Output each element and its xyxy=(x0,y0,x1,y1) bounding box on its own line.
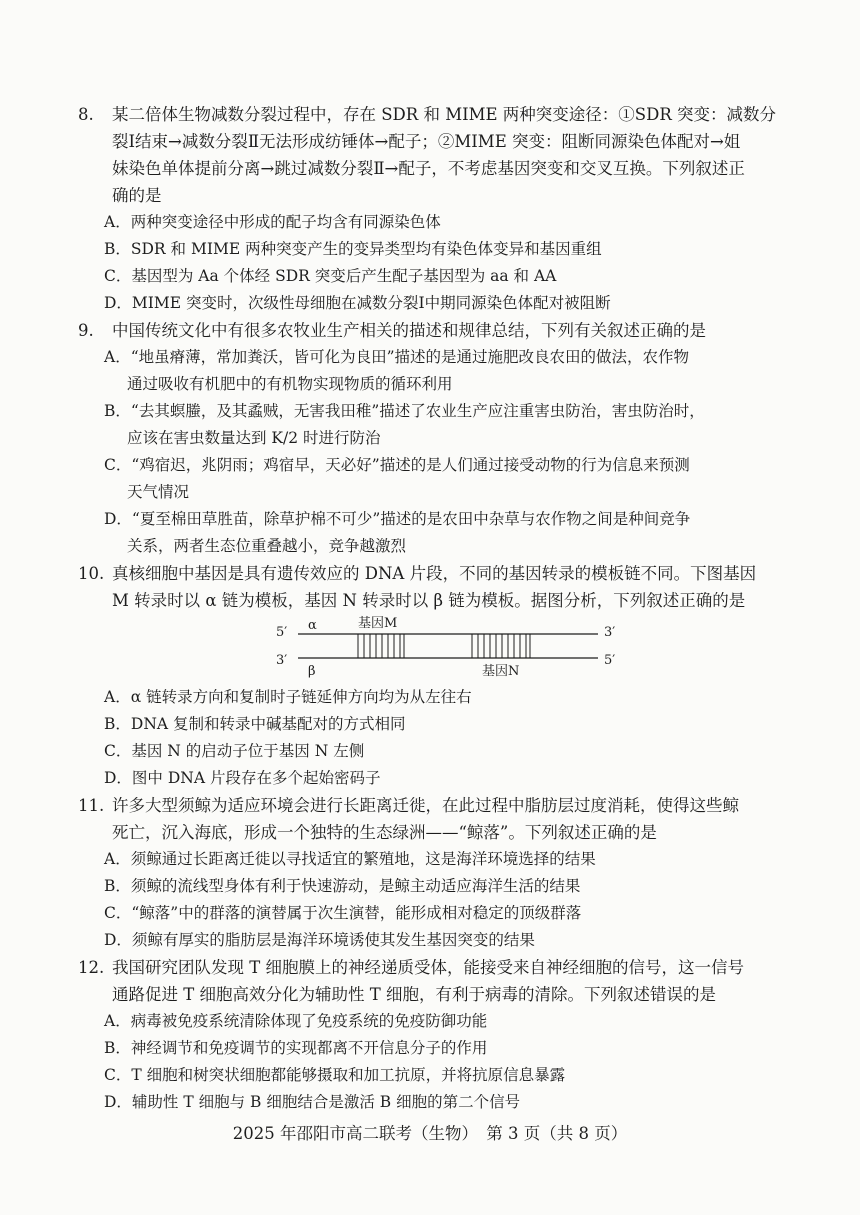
question-text: 许多大型须鲸为适应环境会进行长距离迁徙，在此过程中脂肪层过度消耗，使得这些鲸 xyxy=(112,796,739,815)
question-12 xyxy=(78,954,790,1116)
option-d: D．MIME 突变时，次级性母细胞在减数分裂Ⅰ中期同源染色体配对被阻断 xyxy=(104,294,611,312)
page-footer: 2025 年邵阳市高二联考（生物） 第 3 页（共 8 页） xyxy=(232,1124,628,1143)
beta-3-prime-label: 3′ xyxy=(276,653,288,668)
question-text: 通路促进 T 细胞高效分化为辅助性 T 细胞，有利于病毒的清除。下列叙述错误的是 xyxy=(112,985,716,1004)
option-c: C．“鸡宿迟，兆阴雨；鸡宿早，天必好”描述的是人们通过接受动物的行为信息来预测 xyxy=(104,456,690,474)
option-d: D．图中 DNA 片段存在多个起始密码子 xyxy=(104,769,381,787)
question-11 xyxy=(78,792,790,954)
question-number: 8. xyxy=(78,105,94,124)
question-10-options xyxy=(78,684,790,792)
beta-5-prime-label: 5′ xyxy=(604,653,616,668)
option-c: C．T 细胞和树突状细胞都能够摄取和加工抗原，并将抗原信息暴露 xyxy=(104,1066,566,1084)
option-b: B．神经调节和免疫调节的实现都离不开信息分子的作用 xyxy=(104,1039,488,1057)
option-b: B．SDR 和 MIME 两种突变产生的变异类型均有染色体变异和基因重组 xyxy=(104,240,602,258)
gene-m-region xyxy=(358,634,404,658)
option-a: A．α 链转录方向和复制时子链延伸方向均为从左往右 xyxy=(104,688,472,706)
question-8 xyxy=(78,101,790,317)
alpha-5-prime-label: 5′ xyxy=(276,625,288,640)
option-a: A．病毒被免疫系统清除体现了免疫系统的免疫防御功能 xyxy=(104,1012,488,1030)
question-9 xyxy=(78,317,790,560)
option-c: C．基因型为 Aa 个体经 SDR 突变后产生配子基因型为 aa 和 AA xyxy=(104,267,557,285)
question-text: 真核细胞中基因是具有遗传效应的 DNA 片段，不同的基因转录的模板链不同。下图基因 xyxy=(112,564,757,583)
question-text: 裂Ⅰ结束→减数分裂Ⅱ无法形成纺锤体→配子；②MIME 突变：阻断同源染色体配对→姐 xyxy=(112,132,741,151)
option-b: B．“去其螟螣，及其蟊贼，无害我田稚”描述了农业生产应注重害虫防治，害虫防治时， xyxy=(104,402,705,420)
option-a: A．“地虽瘠薄，常加粪沃，皆可化为良田”描述的是通过施肥改良农田的做法，农作物 xyxy=(104,348,690,366)
question-number: 12. xyxy=(78,958,105,977)
question-number: 10. xyxy=(78,564,105,583)
option-a-continued: 通过吸收有机肥中的有机物实现物质的循环利用 xyxy=(127,375,453,393)
question-text: 确的是 xyxy=(112,186,162,205)
option-b: B．须鲸的流线型身体有利于快速游动，是鲸主动适应海洋生活的结果 xyxy=(104,877,581,895)
alpha-3-prime-label: 3′ xyxy=(604,625,616,640)
gene-m-label: 基因M xyxy=(358,616,398,631)
question-10 xyxy=(78,560,790,614)
option-d-continued: 关系，两者生态位重叠越小，竞争越激烈 xyxy=(127,537,407,555)
question-text: 某二倍体生物减数分裂过程中，存在 SDR 和 MIME 两种突变途径：①SDR 突变：减数分 xyxy=(112,105,776,124)
option-c-continued: 天气情况 xyxy=(127,483,190,501)
option-c: C．“鲸落”中的群落的演替属于次生演替，能形成相对稳定的顶级群落 xyxy=(104,904,582,922)
option-c: C．基因 N 的启动子位于基因 N 左侧 xyxy=(104,742,365,760)
question-text: M 转录时以 α 链为模板，基因 N 转录时以 β 链为模板。据图分析，下列叙述正确的是 xyxy=(112,591,746,610)
beta-label: β xyxy=(308,664,316,678)
option-d: D．“夏至棉田草胜苗，除草护棉不可少”描述的是农田中杂草与农作物之间是种间竞争 xyxy=(104,510,691,528)
option-d: D．须鲸有厚实的脂肪层是海洋环境诱使其发生基因突变的结果 xyxy=(104,931,535,949)
gene-n-label: 基因N xyxy=(482,664,520,678)
question-text: 中国传统文化中有很多农牧业生产相关的描述和规律总结，下列有关叙述正确的是 xyxy=(112,321,706,340)
option-b: B．DNA 复制和转录中碱基配对的方式相同 xyxy=(104,715,406,733)
alpha-label: α xyxy=(308,618,317,633)
gene-n-region xyxy=(472,634,530,658)
option-a: A．两种突变途径中形成的配子均含有同源染色体 xyxy=(104,213,441,231)
question-text: 我国研究团队发现 T 细胞膜上的神经递质受体，能接受来自神经细胞的信号，这一信号 xyxy=(112,958,744,977)
dna-diagram xyxy=(270,612,630,678)
question-text: 妹染色单体提前分离→跳过减数分裂Ⅱ→配子，不考虑基因突变和交叉互换。下列叙述正 xyxy=(112,159,745,178)
option-a: A．须鲸通过长距离迁徙以寻找适宜的繁殖地，这是海洋环境选择的结果 xyxy=(104,850,596,868)
option-b-continued: 应该在害虫数量达到 K/2 时进行防治 xyxy=(127,429,381,447)
question-number: 9. xyxy=(78,321,94,340)
question-number: 11. xyxy=(78,796,105,815)
option-d: D．辅助性 T 细胞与 B 细胞结合是激活 B 细胞的第二个信号 xyxy=(104,1093,521,1111)
question-text: 死亡，沉入海底，形成一个独特的生态绿洲——“鲸落”。下列叙述正确的是 xyxy=(112,823,657,842)
